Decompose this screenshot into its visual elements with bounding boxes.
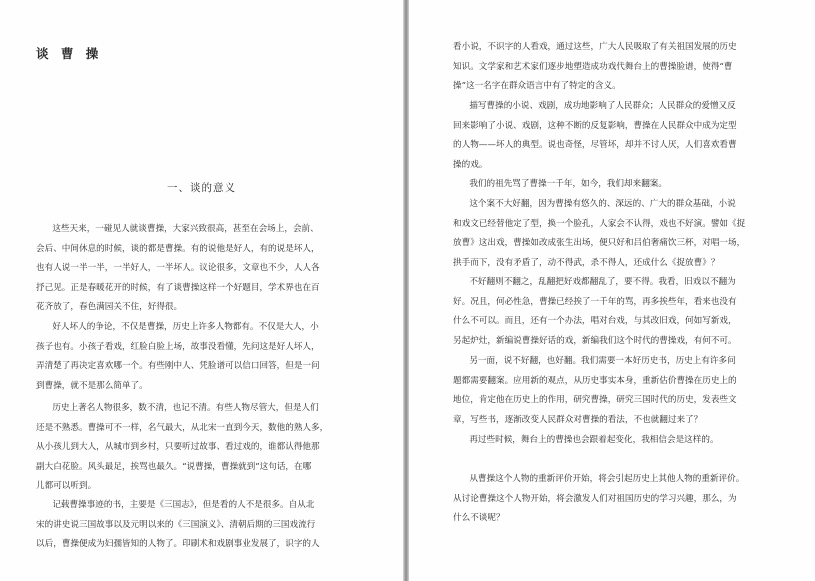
text-line: 知识。文学家和艺术家们逐步地塑造成功戏代舞台上的曹操脸谱，使得“曹 bbox=[453, 61, 733, 72]
text-line: 还是不熟悉。曹操可不一样，名气最大，从北宋一直到今天，数他的熟人多， bbox=[36, 422, 329, 433]
text-line: 的人物——坏人的典型。说也奇怪，尽管坏，却并不讨人厌，人们喜欢看曹 bbox=[453, 140, 737, 151]
text-line: 不好翻则不翻之，乱翻把好戏都翻乱了，要不得。我看，旧戏以不翻为 bbox=[469, 277, 736, 287]
text-line: 好人坏人的争论，不仅是曹操，历史上许多人物都有。不仅是大人，小 bbox=[52, 322, 319, 332]
text-line: 题都需要翻案。应用新的观点，从历史事实本身，重新估价曹操在历史上的 bbox=[453, 375, 737, 386]
paragraph bbox=[453, 175, 788, 195]
text-line: 描写曹操的小说、戏剧，成功地影响了人民群众；人民群众的爱憎又反 bbox=[469, 101, 736, 111]
paragraph bbox=[453, 352, 788, 430]
text-line: 会后、中间休息的时候，谈的都是曹操。有的说他是好人，有的说是坏人， bbox=[36, 243, 320, 254]
text-line: 从小孩儿到大人，从城市到乡村，只要听过故事、看过戏的，谁都认得他那 bbox=[36, 442, 320, 453]
text-line: 这些天来，一碰见人就谈曹操，大家兴致很高，甚至在会场上，会前、 bbox=[52, 224, 319, 234]
section-title: 一、谈的意义 bbox=[167, 182, 236, 194]
text-line: 好。况且，何必性急，曹操已经挨了一千年的骂，再多挨些年，看来也没有 bbox=[453, 296, 737, 307]
text-line: 操的戏。 bbox=[453, 159, 488, 170]
text-line: 历史上著名人物很多，数不清，也记不清。有些人物尽管大，但是人们 bbox=[52, 403, 319, 413]
text-line: 弄清楚了再决定喜欢哪一个。有些刚中人、凭脸谱可以信口回答，但是一问 bbox=[36, 361, 320, 372]
text-line: 什么不谈呢？ bbox=[453, 513, 505, 524]
paragraph bbox=[36, 318, 366, 396]
paragraph bbox=[453, 195, 788, 273]
text-line: 什么不可以。而且，还有一个办法，唱对台戏，与其改旧戏，何如写新戏， bbox=[453, 316, 737, 327]
text-line: 从曹操这个人物的重新评价开始，将会引起历史上其他人物的重新评价。 bbox=[469, 474, 745, 484]
text-line: 我们的祖先骂了曹操一千年，如今，我们却来翻案。 bbox=[469, 179, 667, 189]
text-line: 记载曹操事迹的书，主要是《三国志》，但是看的人不是很多。自从北 bbox=[52, 500, 315, 510]
text-line: 再过些时候，舞台上的曹操也会跟着起变化，我相信会是这样的。 bbox=[469, 435, 719, 445]
text-line: 也有人说一半一半，一半好人，一半坏人。议论很多，文章也不少，人人各 bbox=[36, 263, 320, 274]
right-page bbox=[409, 0, 815, 581]
text-line: 拱手而下，没有矛盾了，动不得武，杀不得人，还成什么《捉放曹》？ bbox=[453, 257, 720, 268]
text-line: 地位，肯定他在历史上的作用，研究曹操，研究三国时代的历史，发表些文 bbox=[453, 395, 737, 406]
text-line: 从讨论曹操这个人物开始，将会激发人们对祖国历史的学习兴趣，那么，为 bbox=[453, 493, 737, 504]
paragraph bbox=[453, 38, 788, 97]
chapter-title: 谈 曹 操 bbox=[36, 46, 103, 61]
left-page bbox=[0, 0, 403, 581]
text-line: 操”这一名字在群众语言中有了特定的含义。 bbox=[453, 81, 621, 92]
text-line: 另一面，说不好翻，也好翻。我们需要一本好历史书，历史上有许多问 bbox=[469, 356, 736, 366]
text-line: 副大白花脸。风头最足，挨骂也最久。“说曹操，曹操就到”这句话，在哪 bbox=[36, 461, 312, 472]
text-line: 宋的讲史说三国故事以及元明以来的《三国演义》、清朝后期的三国戏流行 bbox=[36, 519, 316, 530]
paragraph bbox=[36, 496, 366, 555]
text-line: 另起炉灶，新编说曹操好话的戏，新编我们这个时代的曹操戏，有何不可。 bbox=[453, 335, 737, 346]
paragraph bbox=[453, 431, 788, 451]
paragraph bbox=[453, 97, 788, 175]
text-line: 章，写些书，逐渐改变人民群众对曹操的看法，不也就翻过来了？ bbox=[453, 414, 703, 425]
paragraph bbox=[453, 470, 788, 529]
paragraph bbox=[36, 220, 366, 318]
text-line: 回来影响了小说、戏剧，这种不断的反复影响，曹操在人民群众中成为定型 bbox=[453, 120, 737, 131]
text-line: 和戏文已经替他定了型，换一个脸孔，人家会不认得，戏也不好演。譬如《捉 bbox=[453, 218, 746, 229]
paragraph bbox=[36, 399, 366, 497]
text-line: 抒己见。正是春暖花开的时候，有了谈曹操这样一个好题目，学术界也在百 bbox=[36, 282, 320, 293]
text-line: 这个案不大好翻，因为曹操有悠久的、深远的、广大的群众基础，小说 bbox=[469, 199, 736, 209]
paragraph bbox=[453, 273, 788, 351]
text-line: 儿都可以听到。 bbox=[36, 481, 97, 492]
text-line: 以后，曹操便成为妇孺皆知的人物了。印刷术和戏剧事业发展了，识字的人 bbox=[36, 539, 320, 550]
text-line: 看小说，不识字的人看戏，通过这些，广大人民吸取了有关祖国发展的历史 bbox=[453, 42, 737, 52]
text-line: 花齐放了，春色满园关不住，好得很。 bbox=[36, 302, 183, 313]
text-line: 放曹》这出戏，曹操如改成张生出场，便只好和吕伯奢痛饮三杯，对唱一场， bbox=[453, 238, 746, 249]
text-line: 孩子也有。小孩子看戏，红脸白脸上场，故事没看懂，先问这是好人坏人， bbox=[36, 341, 320, 352]
text-line: 到曹操，就不是那么简单了。 bbox=[36, 380, 148, 391]
